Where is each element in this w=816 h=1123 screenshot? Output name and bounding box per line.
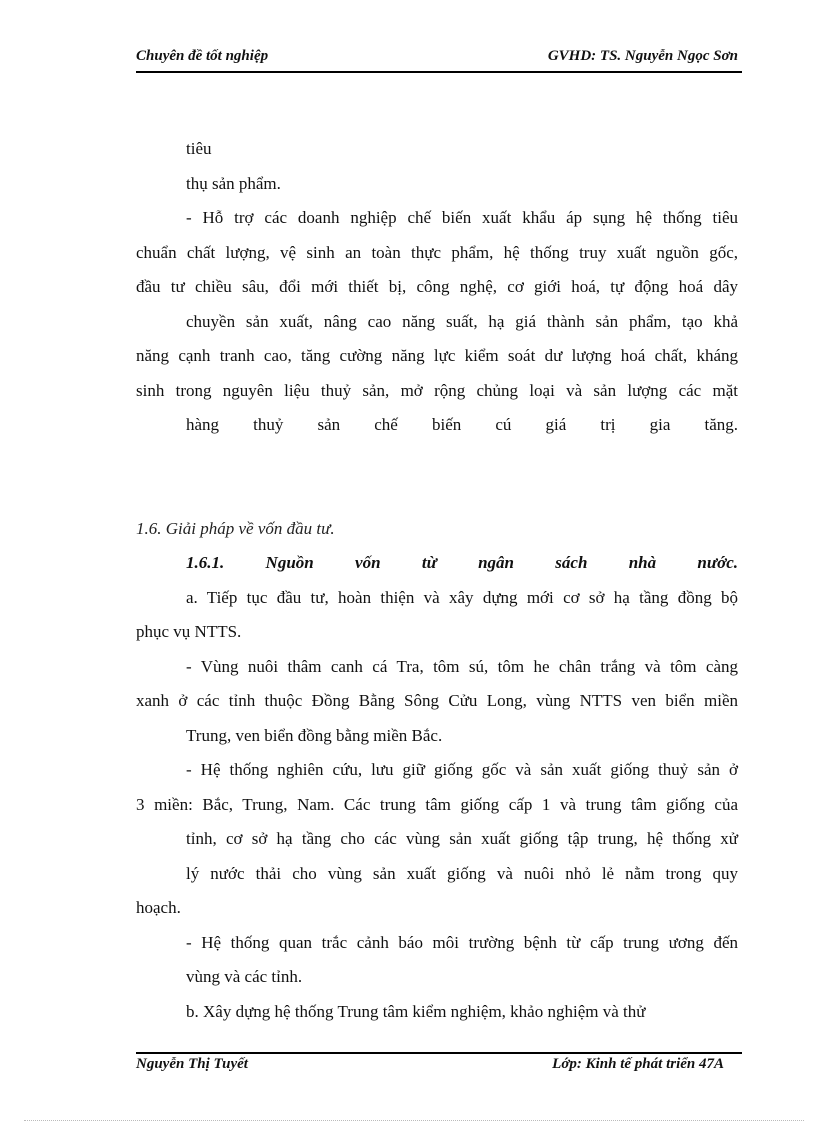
body-line: hàng thuỷ sản chế biến cú giá trị gia tăng.	[186, 415, 738, 434]
body-line: Trung, ven biển đồng bằng miền Bắc.	[186, 725, 443, 745]
section-title: 1.6. Giải pháp về vốn đầu tư.	[136, 518, 335, 538]
body-line: a. Tiếp tục đầu tư, hoàn thiện và xây dựng mới cơ sở hạ tầng đồng bộ	[186, 587, 738, 607]
body-line: vùng và các tỉnh.	[186, 967, 303, 986]
body-line: hoạch.	[136, 898, 181, 917]
body-line: b. Xây dựng hệ thống Trung tâm kiểm nghiệm, khảo nghiệm và thử	[186, 1001, 646, 1021]
footer-left-text: Nguyễn Thị Tuyết	[136, 1056, 248, 1072]
header-right-text: GVHD: TS. Nguyễn Ngọc Sơn	[547, 48, 738, 64]
body-line: chuẩn chất lượng, vệ sinh an toàn thực phẩm, hệ thống truy xuất nguồn gốc,	[136, 242, 738, 262]
footer-divider	[136, 1052, 742, 1054]
body-line: 3 miền: Bắc, Trung, Nam. Các trung tâm giống cấp 1 và trung tâm giống của	[136, 794, 738, 814]
body-line: thụ sản phẩm.	[186, 173, 281, 193]
body-line: phục vụ NTTS.	[136, 622, 242, 641]
body-line: năng cạnh tranh cao, tăng cường năng lực kiểm soát dư lượng hoá chất, kháng	[136, 346, 738, 365]
body-line: đầu tư chiều sâu, đổi mới thiết bị, công nghệ, cơ giới hoá, tự động hoá dây	[136, 277, 738, 296]
body-line: chuyền sản xuất, nâng cao năng suất, hạ giá thành sản phẩm, tạo khả	[186, 311, 738, 331]
subsection-title: 1.6.1. Nguồn vốn từ ngân sách nhà nước.	[186, 553, 738, 572]
body-line: - Hỗ trợ các doanh nghiệp chế biến xuất khẩu áp sụng hệ thống tiêu	[186, 208, 738, 227]
body-line: xanh ở các tỉnh thuộc Đồng Bằng Sông Cửu Long, vùng NTTS ven biển miền	[136, 691, 738, 710]
document-body	[136, 132, 738, 1029]
body-line: tỉnh, cơ sở hạ tầng cho các vùng sản xuất giống tập trung, hệ thống xử	[186, 829, 738, 848]
body-line: lý nước thải cho vùng sản xuất giống và nuôi nhỏ lẻ nằm trong quy	[186, 863, 738, 883]
body-line: - Hệ thống nghiên cứu, lưu giữ giống gốc và sản xuất giống thuỷ sản ở	[186, 760, 738, 779]
body-line: sinh trong nguyên liệu thuỷ sản, mở rộng chủng loại và sản lượng các mặt	[136, 380, 738, 400]
header-left-text: Chuyên đề tốt nghiệp	[136, 48, 269, 64]
page-header	[136, 48, 742, 70]
body-line: - Vùng nuôi thâm canh cá Tra, tôm sú, tôm he chân trắng và tôm càng	[186, 656, 738, 676]
footer-right-text: Lớp: Kinh tế phát triển 47A	[552, 1056, 724, 1072]
body-line: - Hệ thống quan trắc cảnh báo môi trường bệnh từ cấp trung ương đến	[186, 932, 738, 952]
spacer	[136, 443, 738, 512]
page-footer	[136, 1056, 742, 1078]
header-divider	[136, 71, 742, 73]
body-line: tiêu	[186, 139, 212, 158]
page-edge-dotted-line	[24, 1120, 804, 1121]
